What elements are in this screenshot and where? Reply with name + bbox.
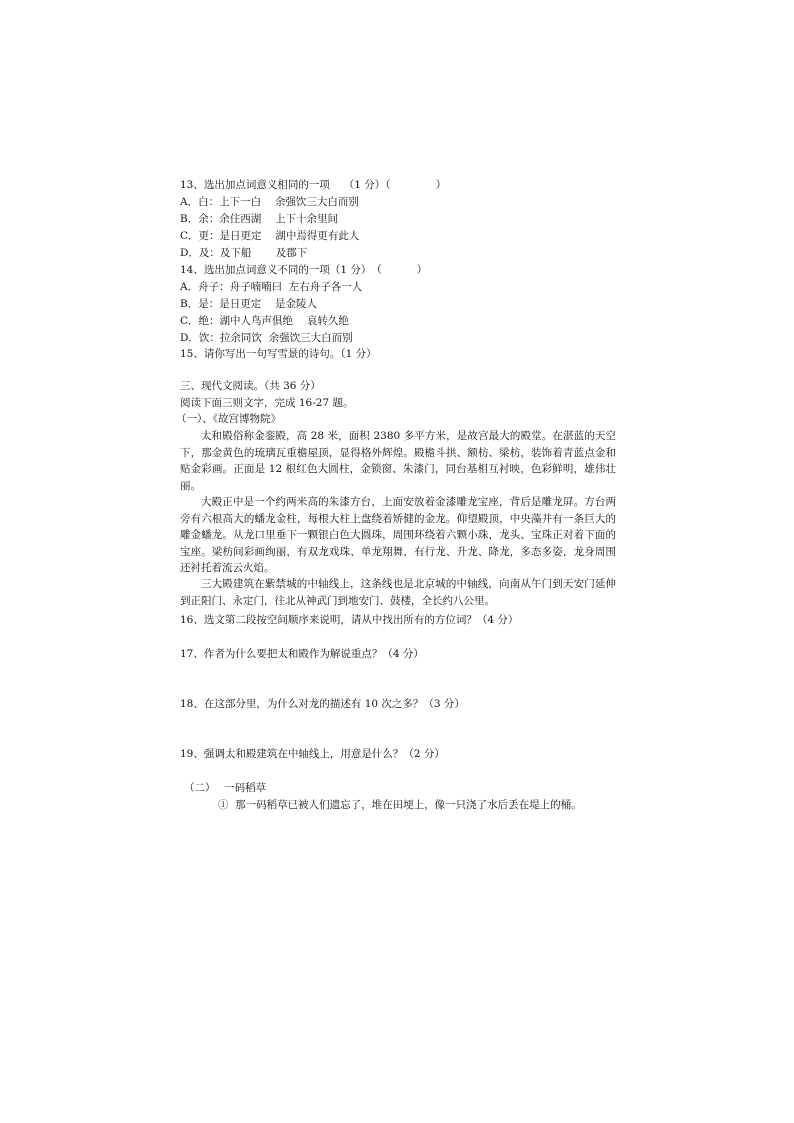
question-13-option-a: A．白：上下一白 余强饮三大白而别 — [180, 196, 359, 208]
question-14-option-a: A．舟子：舟子喃喃曰 左右舟子各一人 — [180, 281, 363, 293]
question-13-option-b: B．余：余住西湖 上下十余里间 — [180, 213, 339, 225]
question-15: 15、请你写出一句写雪景的诗句。（1 分） — [180, 348, 377, 360]
passage-paragraph-3: 三大殿建筑在紫禁城的中轴线上，这条线也是北京城的中轴线，向南从午门到天安门延伸到正阳门、永定门，往北从神武门到地安门、鼓楼，全长约八公里。 — [180, 578, 616, 607]
question-14-option-b: B．是：是日更定 是金陵人 — [180, 298, 318, 310]
question-19: 19、强调太和殿建筑在中轴线上，用意是什么？（2 分） — [180, 748, 445, 760]
part-1-title: （一）、《故宫博物院》 — [176, 413, 281, 425]
question-16: 16、选文第二段按空间顺序来说明，请从中找出所有的方位词？（4 分） — [180, 614, 519, 626]
section-3-title: 三、现代文阅读。（共 36 分） — [180, 380, 321, 392]
question-13-stem: 13、选出加点词意义相同的一项 （1 分）（ ） — [180, 179, 447, 191]
passage-paragraph-2: 大殿正中是一个约两米高的朱漆方台，上面安放着金漆雕龙宝座，背后是雕龙屏。方台两旁有六根高大的蟠龙金柱，每根大柱上盘绕着矫健的金龙。仰望殿顶，中央藻井有一条巨大的雕金蟠龙。从龙口里垂下一颗银白色大圆珠，周围环绕着六颗小珠，龙头、宝珠正对着下面的宝座。梁枋间彩画绚丽，有双龙戏珠、单龙翔舞，有行龙、升龙、降龙，多态多姿，龙身周围还衬托着流云火焰。 — [180, 496, 616, 574]
question-13-option-c: C．更：是日更定 湖中焉得更有此人 — [180, 230, 360, 242]
part-2-title: （二） 一码稻草 — [184, 782, 267, 794]
section-3-instruction: 阅读下面三则文字，完成 16-27 题。 — [180, 397, 354, 409]
question-14-stem: 14、选出加点词意义不同的一项（1 分） （ ） — [180, 264, 428, 276]
passage-paragraph-1: 太和殿俗称金銮殿，高 28 米，面积 2380 多平方米，是故宫最大的殿堂。在湛蓝的天空下，那金黄色的琉璃瓦重檐屋顶，显得格外辉煌。殿檐斗拱、额枋、梁枋，装饰着青蓝点金和贴金彩画。正面是 12 根红色大圆柱，金锁窗、朱漆门，同台基相互衬映，色彩鲜明，雄伟壮丽。 — [180, 430, 616, 492]
part-2-first-paragraph: ① 那一码稻草已被人们遗忘了，堆在田埂上，像一只浇了水后丢在堤上的桶。 — [218, 799, 582, 811]
question-13-option-d: D．及：及下船 及郡下 — [180, 247, 308, 259]
question-17: 17、作者为什么要把太和殿作为解说重点？（4 分） — [180, 648, 424, 660]
question-14-option-d: D．饮：拉余同饮 余强饮三大白而别 — [180, 332, 353, 344]
question-18: 18、在这部分里，为什么对龙的描述有 10 次之多？（3 分） — [180, 698, 465, 710]
question-14-option-c: C．绝：湖中人鸟声俱绝 哀转久绝 — [180, 315, 349, 327]
